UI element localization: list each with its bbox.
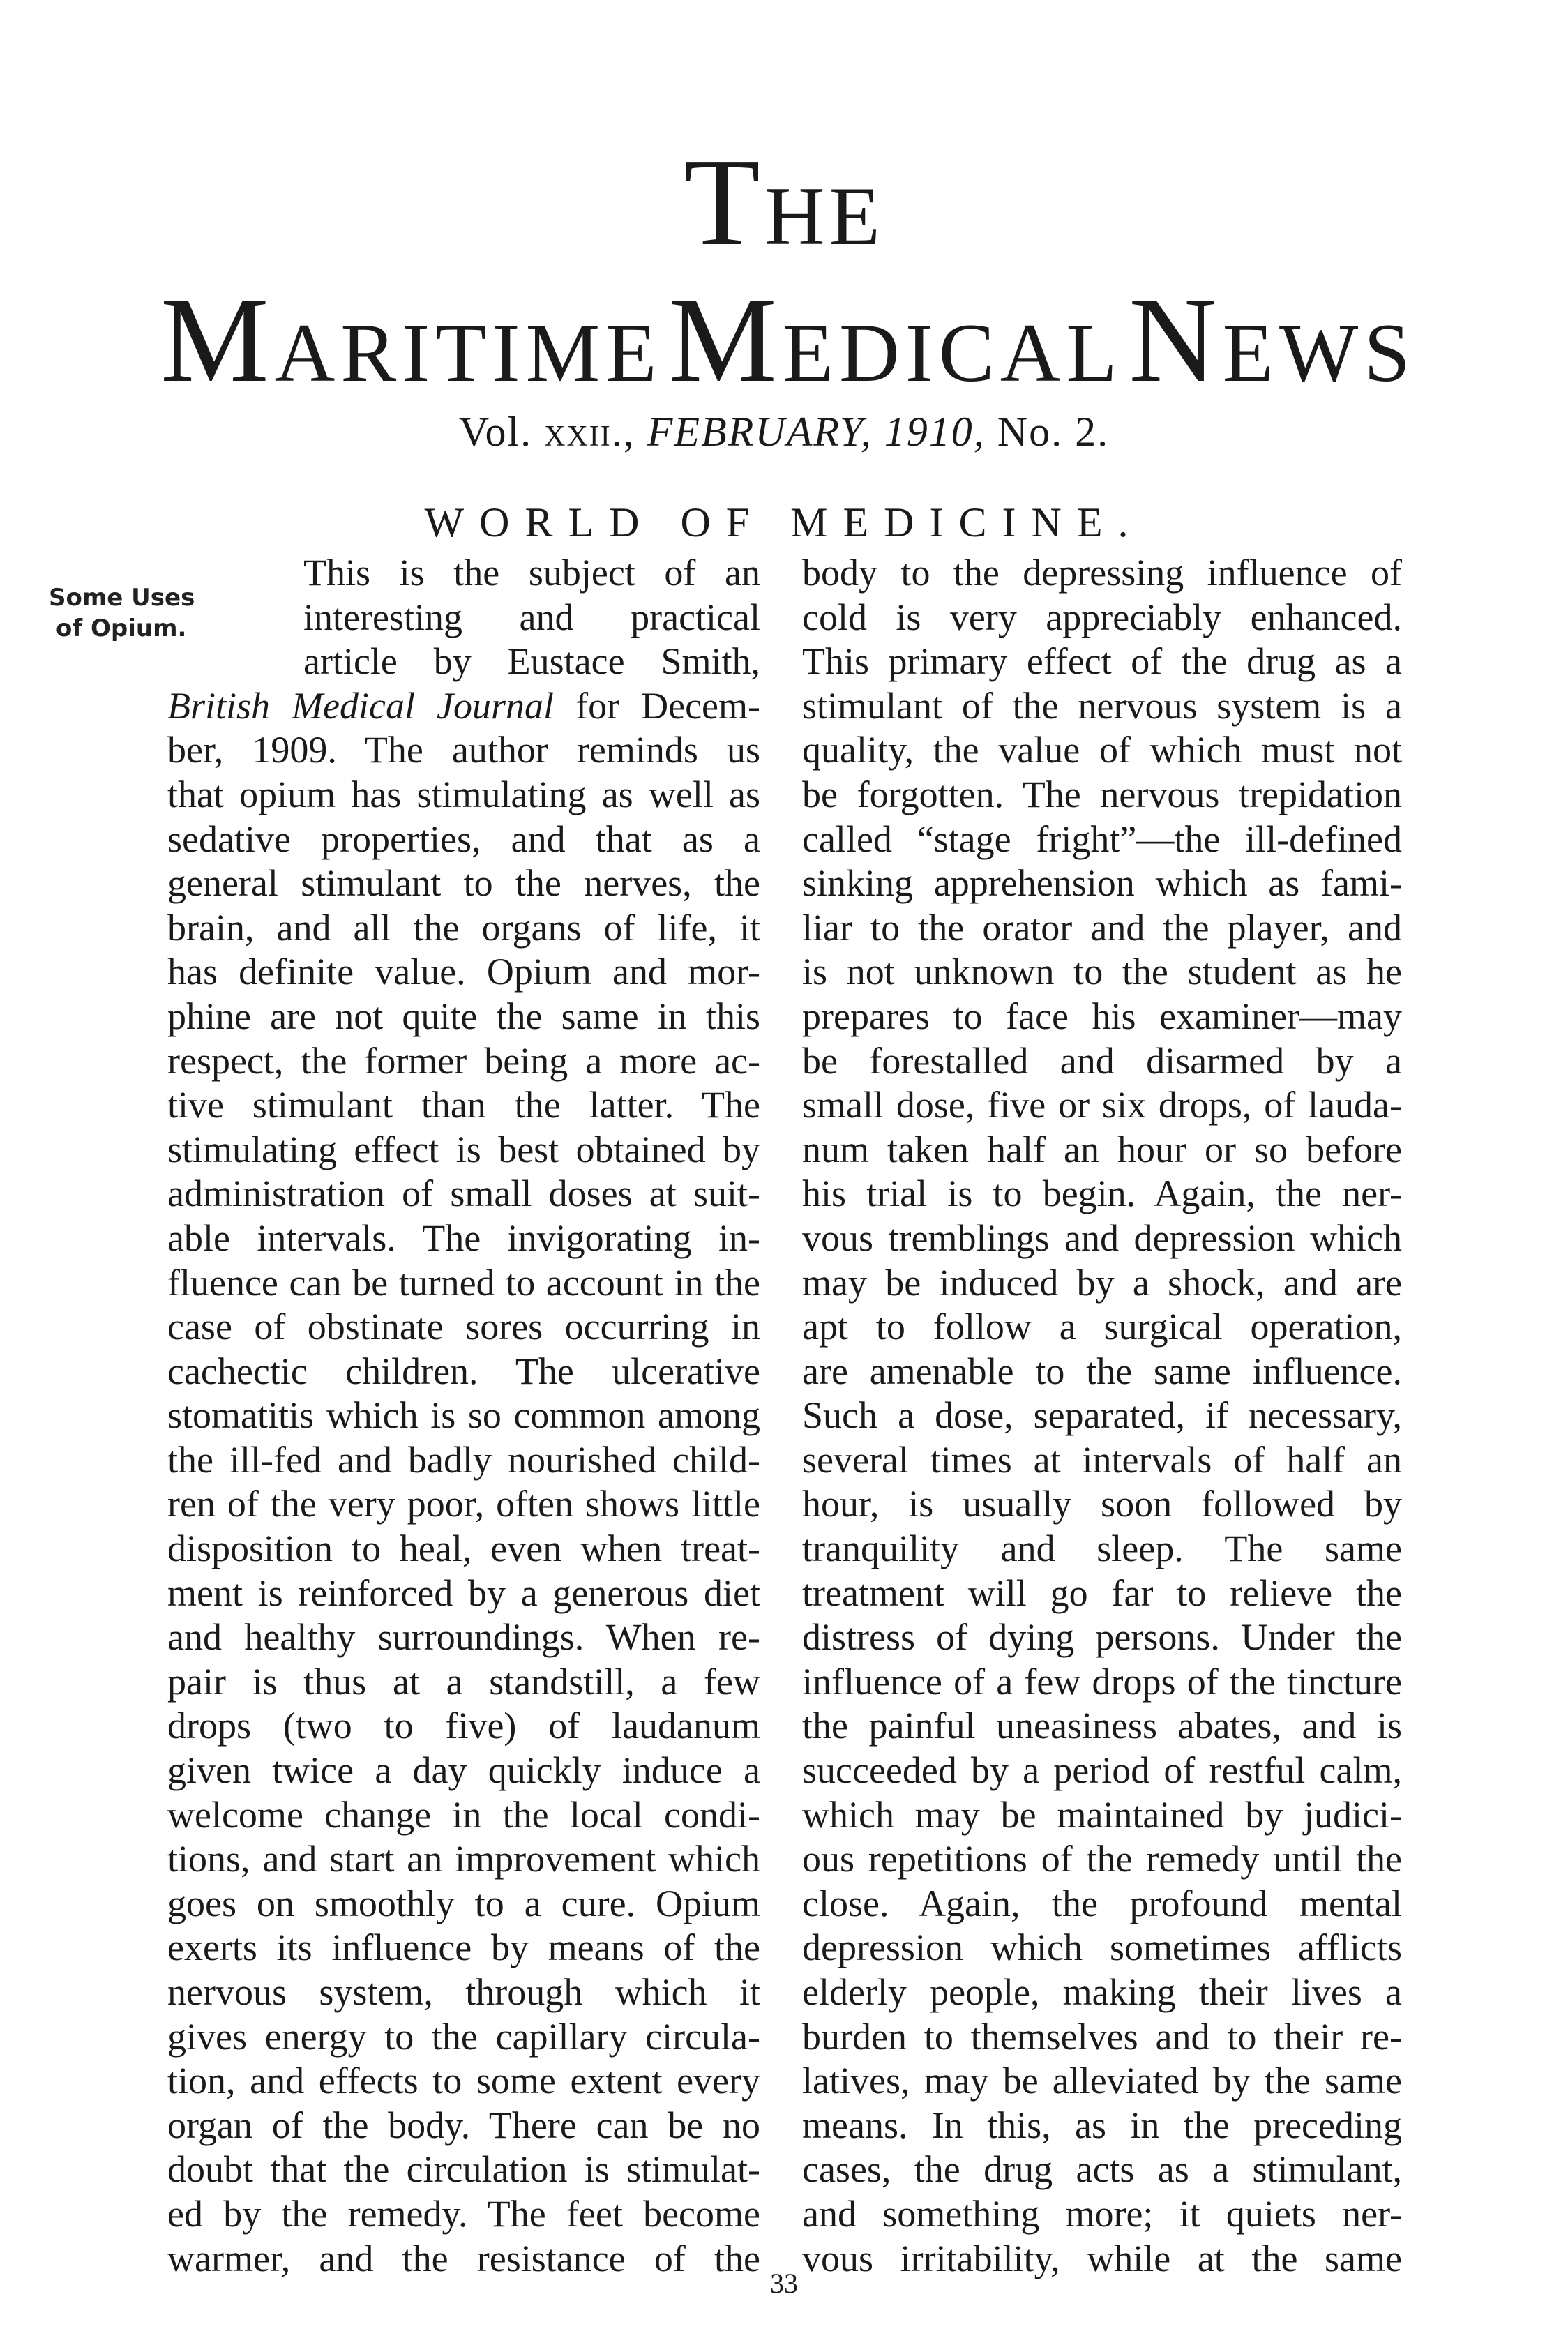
text-line: ment is reinforced by a generous diet	[167, 1571, 760, 1614]
text-line: nervous system, through which it	[167, 1971, 760, 2013]
margin-note-line: of Opium.	[56, 614, 187, 642]
text-line: depression which sometimes afflicts	[802, 1926, 1402, 1969]
issue-line	[0, 408, 1568, 456]
text-line: given twice a day quickly induce a	[167, 1749, 760, 1792]
text-line: article by Eustace Smith,	[303, 640, 760, 683]
text-line: ren of the very poor, often shows little	[167, 1483, 760, 1525]
maritime-rest: ARITIME	[274, 306, 663, 399]
text-line-journal	[167, 684, 760, 729]
text-line: vous tremblings and depression which	[802, 1216, 1402, 1259]
text-line: organ of the body. There can be no	[167, 2104, 760, 2146]
text-line: may be induced by a shock, and are	[802, 1261, 1402, 1304]
text-line: welcome change in the local condi-	[167, 1793, 760, 1836]
masthead-the-word	[684, 133, 884, 271]
vol-number: xxii.,	[544, 409, 635, 455]
maritime-initial: M	[160, 272, 275, 407]
text-line: close. Again, the profound mental	[802, 1882, 1402, 1924]
text-line: ed by the remedy. The feet become	[167, 2192, 760, 2235]
text-line: distress of dying persons. Under the	[802, 1616, 1402, 1659]
text-line: tions, and start an improvement which	[167, 1838, 760, 1880]
title-word-medical	[668, 272, 1123, 407]
text-line: ous repetitions of the remedy until the	[802, 1838, 1402, 1880]
journal-title	[160, 272, 1416, 407]
text-line: goes on smoothly to a cure. Opium	[167, 1882, 760, 1924]
issue-date: FEBRUARY, 1910,	[647, 409, 986, 455]
text-line: This primary effect of the drug as a	[802, 640, 1402, 683]
text-line: sinking apprehension which as fami-	[802, 862, 1402, 905]
text-line: several times at intervals of half an	[802, 1438, 1402, 1481]
text-line: vous irritability, while at the same	[802, 2237, 1402, 2279]
text-line: liar to the orator and the player, and	[802, 906, 1402, 949]
text-line: succeeded by a period of restful calm,	[802, 1749, 1402, 1792]
text-line: are amenable to the same influence.	[802, 1350, 1402, 1392]
text-line: be forgotten. The nervous trepidation	[802, 773, 1402, 815]
text-line: stomatitis which is so common among	[167, 1394, 760, 1437]
news-initial: N	[1129, 272, 1223, 407]
text-line: the painful uneasiness abates, and is	[802, 1705, 1402, 1747]
text-line: has definite value. Opium and mor-	[167, 951, 760, 993]
text-line: Such a dose, separated, if necessary,	[802, 1394, 1402, 1437]
text-line: fluence can be turned to account in the	[167, 1261, 760, 1304]
text-line: which may be maintained by judici-	[802, 1793, 1402, 1836]
text-line: treatment will go far to relieve the	[802, 1571, 1402, 1614]
text-line: stimulant of the nervous system is a	[802, 684, 1402, 727]
text-line: prepares to face his examiner—may	[802, 995, 1402, 1037]
medical-initial: M	[668, 272, 783, 407]
text-line: num taken half an hour or so before	[802, 1128, 1402, 1170]
no-number: 2.	[1075, 409, 1110, 455]
medical-rest: EDICAL	[782, 306, 1123, 399]
text-line: case of obstinate sores occurring in	[167, 1306, 760, 1348]
title-word-news	[1129, 272, 1416, 407]
masthead-the	[0, 133, 1568, 271]
text-line: sedative properties, and that as a	[167, 817, 760, 860]
the-initial: T	[684, 133, 764, 271]
text-line: elderly people, making their lives a	[802, 1971, 1402, 2013]
text-line: his trial is to begin. Again, the ner-	[802, 1172, 1402, 1215]
text-line: latives, may be alleviated by the same	[802, 2060, 1402, 2102]
text-line: means. In this, as in the preceding	[802, 2104, 1402, 2146]
text-line: able intervals. The invigorating in-	[167, 1216, 760, 1259]
text-line: interesting and practical	[303, 596, 760, 638]
text-line: and healthy surroundings. When re-	[167, 1616, 760, 1659]
text-line: tive stimulant than the latter. The	[167, 1084, 760, 1126]
text-line: body to the depressing influence of	[802, 552, 1402, 594]
text-line: called “stage fright”—the ill-defined	[802, 817, 1402, 860]
text-line: exerts its influence by means of the	[167, 1926, 760, 1969]
journal-name: British Medical Journal	[167, 684, 555, 727]
text-line: general stimulant to the nerves, the	[167, 862, 760, 905]
text-line: tranquility and sleep. The same	[802, 1528, 1402, 1570]
right-column	[802, 551, 1402, 2281]
text-line: disposition to heal, even when treat-	[167, 1528, 760, 1570]
left-column	[167, 551, 760, 2281]
news-rest: EWS	[1222, 306, 1416, 399]
text-line: and something more; it quiets ner-	[802, 2192, 1402, 2235]
text-line: drops (two to five) of laudanum	[167, 1705, 760, 1747]
text-line: is not unknown to the student as he	[802, 951, 1402, 993]
text-line: small dose, five or six drops, of lauda-	[802, 1084, 1402, 1126]
text-line: tion, and effects to some extent every	[167, 2060, 760, 2102]
text-line: cold is very appreciably enhanced.	[802, 596, 1402, 638]
text-line: cachectic children. The ulcerative	[167, 1350, 760, 1392]
text-line: warmer, and the resistance of the	[167, 2237, 760, 2279]
text-line: stimulating effect is best obtained by	[167, 1128, 760, 1170]
text-line: apt to follow a surgical operation,	[802, 1306, 1402, 1348]
text-line: be forestalled and disarmed by a	[802, 1039, 1402, 1082]
text-line: the ill-fed and badly nourished child-	[167, 1438, 760, 1481]
text-line: influence of a few drops of the tincture	[802, 1660, 1402, 1703]
journal-line-rest: for Decem-	[554, 684, 760, 727]
text-line: cases, the drug acts as a stimulant,	[802, 2148, 1402, 2191]
text-line: pair is thus at a standstill, a few	[167, 1660, 760, 1703]
page-number: 33	[770, 2268, 798, 2299]
vol-label: Vol.	[458, 409, 533, 455]
text-line: gives energy to the capillary circula-	[167, 2015, 760, 2058]
text-line: burden to themselves and to their re-	[802, 2015, 1402, 2058]
text-line: This is the subject of an	[303, 552, 760, 594]
text-line: doubt that the circulation is stimulat-	[167, 2148, 760, 2191]
text-line: administration of small doses at suit-	[167, 1172, 760, 1215]
margin-note-line: Some Uses	[49, 584, 195, 612]
no-label: No.	[997, 409, 1064, 455]
title-word-maritime	[160, 272, 663, 407]
text-line: brain, and all the organs of life, it	[167, 906, 760, 949]
text-line: that opium has stimulating as well as	[167, 773, 760, 815]
text-line: respect, the former being a more ac-	[167, 1039, 760, 1082]
section-title: WORLD OF MEDICINE.	[424, 499, 1144, 545]
text-line: phine are not quite the same in this	[167, 995, 760, 1037]
text-line: ber, 1909. The author reminds us	[167, 729, 760, 771]
text-line: hour, is usually soon followed by	[802, 1483, 1402, 1525]
text-line: quality, the value of which must not	[802, 729, 1402, 771]
the-rest: HE	[764, 169, 884, 262]
